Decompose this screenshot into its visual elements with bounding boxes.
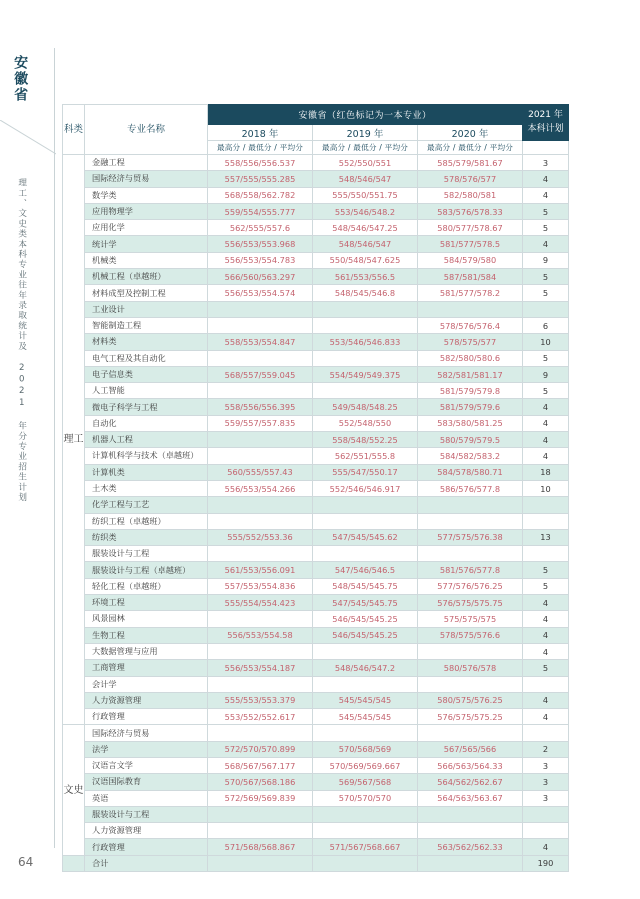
- table-row: [63, 464, 569, 480]
- cell-plan: 4: [523, 448, 569, 464]
- header-sub-2020: 最高分 / 最低分 / 平均分: [418, 141, 523, 155]
- cell-major: 微电子科学与工程: [85, 399, 208, 415]
- cell-score-2018: [208, 643, 313, 659]
- cell-score-2020: [418, 806, 523, 822]
- cell-score-2019: 570/569/569.667: [313, 757, 418, 773]
- table-row: [63, 790, 569, 806]
- cell-score-2018: 570/567/568.186: [208, 774, 313, 790]
- table-row: [63, 529, 569, 545]
- cell-score-2018: [208, 317, 313, 333]
- cell-score-2019: 570/570/570: [313, 790, 418, 806]
- cell-major: 服装设计与工程: [85, 806, 208, 822]
- header-plan: [523, 105, 569, 141]
- admission-table-wrapper: [62, 104, 578, 872]
- cell-score-2018: 557/555/555.285: [208, 171, 313, 187]
- cell-major: 材料成型及控制工程: [85, 285, 208, 301]
- cell-score-2019: 550/548/547.625: [313, 252, 418, 268]
- header-sub-2018: 最高分 / 最低分 / 平均分: [208, 141, 313, 155]
- cell-plan: [523, 806, 569, 822]
- cell-major: 纺织工程（卓越班）: [85, 513, 208, 529]
- cell-plan: 4: [523, 627, 569, 643]
- cell-plan: 5: [523, 350, 569, 366]
- cell-score-2020: 577/576/576.25: [418, 578, 523, 594]
- cell-score-2018: [208, 497, 313, 513]
- table-body-total: [63, 855, 569, 871]
- cell-plan: 3: [523, 757, 569, 773]
- cell-score-2018: 558/556/556.537: [208, 155, 313, 171]
- cell-score-2019: 547/546/546.5: [313, 562, 418, 578]
- cell-score-2020: 578/575/577: [418, 334, 523, 350]
- cell-plan: 18: [523, 464, 569, 480]
- cell-score-2019: 570/568/569: [313, 741, 418, 757]
- header-sub-plan: [523, 141, 569, 155]
- table-row: [63, 220, 569, 236]
- table-row: [63, 497, 569, 513]
- table-row: [63, 203, 569, 219]
- cell-plan: [523, 301, 569, 317]
- cell-score-2020: 584/578/580.71: [418, 464, 523, 480]
- cell-score-2019: 548/545/545.75: [313, 578, 418, 594]
- cell-score-2018: 556/553/554.58: [208, 627, 313, 643]
- cell-score-2020: 581/579/579.6: [418, 399, 523, 415]
- table-header: [63, 105, 569, 155]
- cell-major: 计算机科学与技术（卓越班）: [85, 448, 208, 464]
- table-row: [63, 448, 569, 464]
- header-plan-line1: 2021 年: [528, 110, 563, 121]
- cell-score-2018: [208, 383, 313, 399]
- cell-plan: 5: [523, 285, 569, 301]
- cell-major: 材料类: [85, 334, 208, 350]
- table-row: [63, 513, 569, 529]
- cell-plan: 4: [523, 236, 569, 252]
- cell-plan: 5: [523, 203, 569, 219]
- rail-subtitle: 理工、文史类本科专业往年录取统计及 2021 年分专业招生计划: [16, 178, 27, 503]
- cell-score-2018: 556/553/554.266: [208, 480, 313, 496]
- cell-score-2020: 564/563/563.67: [418, 790, 523, 806]
- table-row: [63, 334, 569, 350]
- cell-score-2018: [208, 513, 313, 529]
- cell-score-2020: 578/576/577: [418, 171, 523, 187]
- cell-score-2019: [313, 317, 418, 333]
- total-label: 合计: [85, 855, 208, 871]
- table-row: [63, 252, 569, 268]
- cell-major: 数学类: [85, 187, 208, 203]
- cell-score-2020: 582/580/581: [418, 187, 523, 203]
- cell-score-2019: 553/546/546.833: [313, 334, 418, 350]
- cell-score-2020: 576/575/575.25: [418, 709, 523, 725]
- cell-score-2020: 582/581/581.17: [418, 366, 523, 382]
- cell-score-2018: 560/555/557.43: [208, 464, 313, 480]
- cell-major: 机器人工程: [85, 432, 208, 448]
- table-row: [63, 350, 569, 366]
- cell-score-2018: 568/557/559.045: [208, 366, 313, 382]
- cell-major: 应用化学: [85, 220, 208, 236]
- cell-plan: 2: [523, 741, 569, 757]
- cell-score-2020: 581/576/577.8: [418, 562, 523, 578]
- table-row: [63, 725, 569, 741]
- table-row: [63, 578, 569, 594]
- cell-score-2019: 558/548/552.25: [313, 432, 418, 448]
- cell-score-2018: [208, 725, 313, 741]
- header-major: 专业名称: [85, 105, 208, 155]
- category-label-science: 理工: [63, 155, 85, 725]
- cell-major: 国际经济与贸易: [85, 725, 208, 741]
- table-row: [63, 187, 569, 203]
- cell-score-2019: 549/548/548.25: [313, 399, 418, 415]
- cell-major: 行政管理: [85, 709, 208, 725]
- cell-score-2020: 586/576/577.8: [418, 480, 523, 496]
- cell-score-2018: 572/570/570.899: [208, 741, 313, 757]
- table-row: [63, 285, 569, 301]
- total-empty-cell: [418, 855, 523, 871]
- cell-score-2020: 567/565/566: [418, 741, 523, 757]
- cell-score-2019: 548/546/547.2: [313, 660, 418, 676]
- total-empty-cell: [208, 855, 313, 871]
- cell-score-2019: 553/546/548.2: [313, 203, 418, 219]
- cell-score-2019: 547/545/545.62: [313, 529, 418, 545]
- cell-plan: 4: [523, 692, 569, 708]
- cell-score-2020: 585/579/581.67: [418, 155, 523, 171]
- cell-score-2018: [208, 806, 313, 822]
- cell-plan: 4: [523, 432, 569, 448]
- cell-plan: 5: [523, 562, 569, 578]
- cell-major: 机械工程（卓越班）: [85, 269, 208, 285]
- cell-major: 国际经济与贸易: [85, 171, 208, 187]
- cell-major: 轻化工程（卓越班）: [85, 578, 208, 594]
- table-row: [63, 660, 569, 676]
- table-row: [63, 676, 569, 692]
- rail-divider: [54, 48, 55, 848]
- header-province-band: 安徽省（红色标记为一本专业）: [208, 105, 523, 125]
- header-plan-line2: 本科计划: [527, 123, 564, 134]
- cell-plan: 4: [523, 415, 569, 431]
- cell-major: 自动化: [85, 415, 208, 431]
- cell-major: 机械类: [85, 252, 208, 268]
- header-year-2019: 2019 年: [313, 125, 418, 141]
- cell-score-2018: [208, 676, 313, 692]
- cell-plan: 3: [523, 790, 569, 806]
- cell-score-2019: [313, 350, 418, 366]
- cell-score-2019: 548/546/547: [313, 236, 418, 252]
- cell-score-2019: 555/547/550.17: [313, 464, 418, 480]
- cell-plan: 3: [523, 155, 569, 171]
- total-empty-cell: [313, 855, 418, 871]
- cell-score-2019: [313, 497, 418, 513]
- cell-score-2018: [208, 448, 313, 464]
- total-plan: 190: [523, 855, 569, 871]
- table-row: [63, 480, 569, 496]
- cell-score-2018: [208, 823, 313, 839]
- cell-score-2020: [418, 497, 523, 513]
- cell-score-2018: 555/554/554.423: [208, 595, 313, 611]
- cell-score-2019: 548/545/546.8: [313, 285, 418, 301]
- cell-major: 工商管理: [85, 660, 208, 676]
- table-row: [63, 399, 569, 415]
- cell-score-2019: [313, 513, 418, 529]
- cell-plan: 5: [523, 220, 569, 236]
- cell-score-2019: [313, 383, 418, 399]
- cell-plan: 5: [523, 269, 569, 285]
- table-body-liberal: [63, 725, 569, 855]
- cell-score-2018: 555/553/553.379: [208, 692, 313, 708]
- cell-score-2019: [313, 643, 418, 659]
- cell-plan: 4: [523, 709, 569, 725]
- cell-score-2020: 576/575/575.75: [418, 595, 523, 611]
- cell-score-2018: 553/552/552.617: [208, 709, 313, 725]
- cell-score-2020: 580/577/578.67: [418, 220, 523, 236]
- left-rail: [0, 0, 62, 899]
- cell-score-2018: 566/560/563.297: [208, 269, 313, 285]
- header-year-2020: 2020 年: [418, 125, 523, 141]
- cell-score-2019: 552/550/551: [313, 155, 418, 171]
- cell-score-2019: 547/545/545.75: [313, 595, 418, 611]
- cell-plan: [523, 513, 569, 529]
- cell-score-2019: 545/545/545: [313, 709, 418, 725]
- cell-major: 智能制造工程: [85, 317, 208, 333]
- cell-score-2020: 580/576/578: [418, 660, 523, 676]
- cell-plan: 4: [523, 399, 569, 415]
- cell-major: 生物工程: [85, 627, 208, 643]
- cell-major: 英语: [85, 790, 208, 806]
- header-category: 科类: [63, 105, 85, 155]
- cell-score-2020: 581/579/579.8: [418, 383, 523, 399]
- cell-major: 服装设计与工程: [85, 546, 208, 562]
- cell-score-2019: 548/546/547.25: [313, 220, 418, 236]
- table-row: [63, 823, 569, 839]
- cell-plan: 10: [523, 334, 569, 350]
- cell-major: 统计学: [85, 236, 208, 252]
- cell-score-2018: 568/567/567.177: [208, 757, 313, 773]
- cell-major: 环境工程: [85, 595, 208, 611]
- cell-score-2018: [208, 546, 313, 562]
- table-row: [63, 236, 569, 252]
- cell-major: 工业设计: [85, 301, 208, 317]
- cell-major: 人工智能: [85, 383, 208, 399]
- cell-plan: 4: [523, 839, 569, 855]
- cell-score-2020: 580/575/576.25: [418, 692, 523, 708]
- table-row: [63, 546, 569, 562]
- cell-score-2018: [208, 301, 313, 317]
- cell-score-2020: [418, 301, 523, 317]
- cell-score-2019: 552/548/550: [313, 415, 418, 431]
- cell-score-2019: 546/545/545.25: [313, 627, 418, 643]
- cell-plan: 4: [523, 171, 569, 187]
- cell-major: 电子信息类: [85, 366, 208, 382]
- cell-score-2018: 558/556/556.395: [208, 399, 313, 415]
- cell-major: 法学: [85, 741, 208, 757]
- cell-plan: 3: [523, 774, 569, 790]
- cell-score-2019: 552/546/546.917: [313, 480, 418, 496]
- cell-score-2020: 577/575/576.38: [418, 529, 523, 545]
- cell-score-2020: 581/577/578.5: [418, 236, 523, 252]
- cell-score-2019: [313, 676, 418, 692]
- cell-major: 人力资源管理: [85, 692, 208, 708]
- table-row: [63, 383, 569, 399]
- cell-score-2019: 555/550/551.75: [313, 187, 418, 203]
- cell-score-2018: 559/557/557.835: [208, 415, 313, 431]
- cell-major: 汉语国际教育: [85, 774, 208, 790]
- cell-score-2020: 583/576/578.33: [418, 203, 523, 219]
- table-row: [63, 432, 569, 448]
- table-row: [63, 839, 569, 855]
- cell-score-2019: 554/549/549.375: [313, 366, 418, 382]
- cell-score-2018: 556/553/554.574: [208, 285, 313, 301]
- header-year-2018: 2018 年: [208, 125, 313, 141]
- table-row: [63, 171, 569, 187]
- table-row: [63, 643, 569, 659]
- table-row: [63, 595, 569, 611]
- table-row-total: [63, 855, 569, 871]
- cell-score-2020: [418, 546, 523, 562]
- cell-score-2019: [313, 301, 418, 317]
- cell-score-2018: 555/552/553.36: [208, 529, 313, 545]
- cell-major: 汉语言文学: [85, 757, 208, 773]
- cell-plan: [523, 725, 569, 741]
- table-row: [63, 611, 569, 627]
- cell-score-2020: [418, 513, 523, 529]
- cell-score-2019: 561/553/556.5: [313, 269, 418, 285]
- cell-plan: 4: [523, 611, 569, 627]
- cell-score-2019: 548/546/547: [313, 171, 418, 187]
- cell-score-2019: [313, 806, 418, 822]
- cell-score-2020: 584/582/583.2: [418, 448, 523, 464]
- cell-score-2019: 571/567/568.667: [313, 839, 418, 855]
- table-row: [63, 806, 569, 822]
- cell-score-2020: 564/562/562.67: [418, 774, 523, 790]
- table-row: [63, 757, 569, 773]
- cell-plan: 10: [523, 480, 569, 496]
- cell-plan: 9: [523, 252, 569, 268]
- cell-major: 纺织类: [85, 529, 208, 545]
- cell-major: 人力资源管理: [85, 823, 208, 839]
- cell-plan: 4: [523, 595, 569, 611]
- cell-score-2018: 556/553/554.187: [208, 660, 313, 676]
- cell-major: 土木类: [85, 480, 208, 496]
- cell-score-2018: 556/553/554.783: [208, 252, 313, 268]
- cell-plan: 6: [523, 317, 569, 333]
- cell-major: 应用物理学: [85, 203, 208, 219]
- header-sub-2019: 最高分 / 最低分 / 平均分: [313, 141, 418, 155]
- table-row: [63, 366, 569, 382]
- cell-major: 服装设计与工程（卓越班）: [85, 562, 208, 578]
- cell-score-2019: 546/545/545.25: [313, 611, 418, 627]
- cell-score-2018: 556/553/553.968: [208, 236, 313, 252]
- cell-score-2018: 557/553/554.836: [208, 578, 313, 594]
- cell-score-2020: 587/581/584: [418, 269, 523, 285]
- table-row: [63, 709, 569, 725]
- table-row: [63, 562, 569, 578]
- cell-plan: [523, 676, 569, 692]
- cell-major: 大数据管理与应用: [85, 643, 208, 659]
- cell-score-2018: [208, 432, 313, 448]
- table-row: [63, 741, 569, 757]
- cell-score-2018: 571/568/568.867: [208, 839, 313, 855]
- table-row: [63, 155, 569, 171]
- cell-major: 风景园林: [85, 611, 208, 627]
- cell-score-2018: 572/569/569.839: [208, 790, 313, 806]
- cell-score-2018: 558/553/554.847: [208, 334, 313, 350]
- province-title: 安徽省: [12, 55, 29, 103]
- cell-score-2020: [418, 725, 523, 741]
- page-number: 64: [18, 855, 34, 869]
- admission-statistics-table: [62, 104, 569, 872]
- rail-diagonal-rule: [0, 120, 56, 156]
- table-row: [63, 415, 569, 431]
- cell-plan: 4: [523, 643, 569, 659]
- cell-score-2019: 569/567/568: [313, 774, 418, 790]
- cell-score-2020: [418, 643, 523, 659]
- cell-score-2020: 582/580/580.6: [418, 350, 523, 366]
- cell-score-2020: 575/575/575: [418, 611, 523, 627]
- cell-score-2020: [418, 823, 523, 839]
- cell-score-2020: 578/576/576.4: [418, 317, 523, 333]
- table-row: [63, 269, 569, 285]
- cell-score-2020: 580/579/579.5: [418, 432, 523, 448]
- cell-plan: [523, 497, 569, 513]
- cell-plan: [523, 546, 569, 562]
- cell-score-2018: 559/554/555.777: [208, 203, 313, 219]
- table-body-science: [63, 155, 569, 725]
- cell-major: 行政管理: [85, 839, 208, 855]
- table-row: [63, 692, 569, 708]
- cell-score-2018: [208, 611, 313, 627]
- category-label-liberal: 文史: [63, 725, 85, 855]
- cell-major: 金融工程: [85, 155, 208, 171]
- cell-score-2018: 562/555/557.6: [208, 220, 313, 236]
- cell-score-2020: 566/563/564.33: [418, 757, 523, 773]
- cell-major: 化学工程与工艺: [85, 497, 208, 513]
- cell-score-2020: 583/580/581.25: [418, 415, 523, 431]
- cell-major: 会计学: [85, 676, 208, 692]
- cell-major: 计算机类: [85, 464, 208, 480]
- cell-score-2018: 568/558/562.782: [208, 187, 313, 203]
- cell-score-2020: [418, 676, 523, 692]
- cell-plan: 9: [523, 366, 569, 382]
- cell-score-2018: [208, 350, 313, 366]
- table-row: [63, 627, 569, 643]
- cell-plan: 5: [523, 660, 569, 676]
- total-spacer: [63, 855, 85, 871]
- table-row: [63, 774, 569, 790]
- table-row: [63, 301, 569, 317]
- cell-score-2019: [313, 546, 418, 562]
- cell-major: 电气工程及其自动化: [85, 350, 208, 366]
- cell-score-2018: 561/553/556.091: [208, 562, 313, 578]
- cell-score-2019: [313, 725, 418, 741]
- cell-plan: 4: [523, 187, 569, 203]
- cell-plan: 5: [523, 383, 569, 399]
- cell-score-2020: 578/575/576.6: [418, 627, 523, 643]
- cell-score-2019: [313, 823, 418, 839]
- cell-score-2019: 545/545/545: [313, 692, 418, 708]
- cell-score-2020: 563/562/562.33: [418, 839, 523, 855]
- table-row: [63, 317, 569, 333]
- cell-score-2020: 584/579/580: [418, 252, 523, 268]
- cell-score-2019: 562/551/555.8: [313, 448, 418, 464]
- cell-plan: 5: [523, 578, 569, 594]
- cell-score-2020: 581/577/578.2: [418, 285, 523, 301]
- cell-plan: [523, 823, 569, 839]
- cell-plan: 13: [523, 529, 569, 545]
